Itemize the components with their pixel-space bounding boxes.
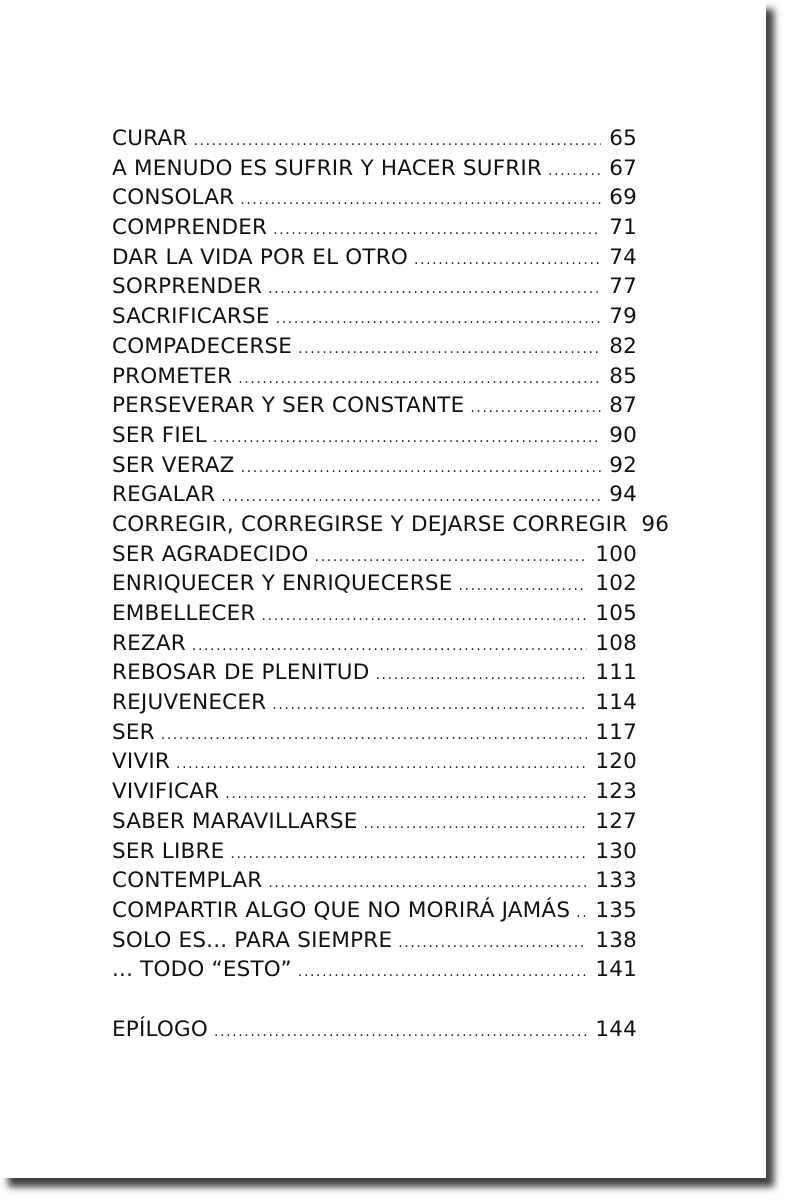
toc-entry	[112, 896, 637, 926]
toc-entry-title: SER VERAZ	[112, 452, 235, 478]
toc-entry-page: 74	[609, 244, 637, 270]
toc-entry-title: EPÍLOGO	[112, 1016, 209, 1042]
dot-leader	[276, 305, 602, 335]
toc-entry-page: 87	[609, 393, 637, 419]
toc-entry	[112, 332, 637, 362]
table-of-contents	[112, 124, 670, 1044]
dot-leader	[272, 691, 587, 721]
dot-leader	[376, 661, 588, 691]
toc-entry-page: 71	[609, 215, 637, 241]
dot-leader	[213, 424, 601, 454]
toc-entry-title: DAR LA VIDA POR EL OTRO	[112, 244, 409, 270]
toc-entry	[112, 183, 637, 213]
dot-leader	[230, 840, 587, 870]
toc-entry-title: COMPADECERSE	[112, 333, 293, 359]
toc-entry-page: 111	[595, 660, 637, 686]
dot-leader	[470, 394, 601, 424]
toc-entry-epilogue	[112, 1015, 637, 1045]
toc-entry-page: 130	[595, 838, 637, 864]
toc-entry-title: SACRIFICARSE	[112, 304, 270, 330]
dot-leader	[268, 869, 587, 899]
toc-entry	[112, 777, 637, 807]
toc-entry	[112, 807, 637, 837]
dot-leader	[193, 127, 601, 157]
dot-leader	[364, 810, 588, 840]
toc-entry-title: CORREGIR, CORREGIRSE Y DEJARSE CORREGIR	[112, 511, 628, 537]
toc-entry	[112, 362, 637, 392]
toc-entry-title: PERSEVERAR Y SER CONSTANTE	[112, 393, 465, 419]
dot-leader	[240, 186, 601, 216]
dot-leader	[221, 483, 601, 513]
toc-entry	[112, 658, 637, 688]
toc-entry	[112, 213, 637, 243]
dot-leader	[161, 721, 588, 751]
toc-entry-page: 82	[609, 333, 637, 359]
toc-entry-title: VIVIFICAR	[112, 779, 220, 805]
toc-entry-title: REZAR	[112, 630, 186, 656]
dot-leader	[241, 454, 602, 484]
toc-entry-page: 135	[595, 897, 637, 923]
toc-entry-page: 65	[609, 126, 637, 151]
toc-entry-page: 94	[609, 482, 637, 508]
toc-entry-title: CONSOLAR	[112, 185, 235, 211]
toc-entry	[112, 302, 637, 332]
toc-entry-page: 85	[609, 363, 637, 389]
dot-leader	[414, 246, 601, 276]
toc-entry-page: 141	[595, 957, 637, 983]
dot-leader	[225, 780, 587, 810]
toc-entry-title: EMBELLECER	[112, 601, 256, 626]
toc-entry-page: 90	[609, 422, 637, 448]
toc-entry-title: ENRIQUECER Y ENRIQUECERSE	[112, 571, 453, 597]
dot-leader	[548, 157, 601, 187]
dot-leader	[298, 958, 587, 988]
toc-entry-title: SER LIBRE	[112, 838, 225, 864]
toc-entry-page: 127	[595, 808, 637, 834]
toc-entry-page: 92	[609, 452, 637, 478]
dot-leader	[262, 602, 588, 632]
toc-entry-title: SORPRENDER	[112, 274, 263, 300]
toc-entry	[112, 688, 637, 718]
toc-entry	[112, 866, 637, 896]
toc-entry-title: SER FIEL	[112, 422, 207, 448]
toc-entry-title: COMPRENDER	[112, 215, 268, 241]
dot-leader	[214, 1018, 587, 1048]
toc-entry-page: 123	[595, 779, 637, 805]
dot-leader	[315, 543, 588, 573]
toc-entry	[112, 480, 637, 510]
toc-entry	[112, 272, 637, 302]
toc-entry	[112, 747, 637, 777]
dot-leader	[192, 632, 587, 662]
toc-entry	[112, 926, 637, 956]
dot-leader	[176, 750, 587, 780]
toc-entry-title: PROMETER	[112, 363, 233, 389]
toc-entry-title: REGALAR	[112, 482, 216, 508]
toc-entry-title: REJUVENECER	[112, 690, 267, 716]
toc-entry	[112, 569, 637, 599]
toc-entry	[112, 124, 637, 154]
dot-leader	[298, 335, 601, 365]
toc-entry-title: SER	[112, 719, 155, 745]
toc-entry-title: A MENUDO ES SUFRIR Y HACER SUFRIR	[112, 155, 543, 181]
toc-entry-page: 77	[609, 274, 637, 300]
toc-entry-title: CURAR	[112, 126, 188, 151]
toc-entry-title: CONTEMPLAR	[112, 868, 263, 894]
toc-entry	[112, 451, 637, 481]
toc-entry-title: ... TODO “ESTO”	[112, 957, 292, 983]
dot-leader	[576, 899, 587, 929]
toc-entry-page: 138	[595, 927, 637, 953]
toc-entry-title: REBOSAR DE PLENITUD	[112, 660, 370, 686]
toc-entry-page: 114	[595, 690, 637, 716]
dot-leader	[273, 216, 601, 246]
dot-leader	[398, 929, 587, 959]
toc-entry-title: SER AGRADECIDO	[112, 541, 309, 567]
dot-leader	[459, 572, 588, 602]
toc-entry-title: SABER MARAVILLARSE	[112, 808, 358, 834]
toc-entry-page: 117	[595, 719, 637, 745]
toc-entry-page: 133	[595, 868, 637, 894]
toc-entry	[112, 955, 637, 985]
toc-entry	[112, 243, 637, 273]
toc-entry-page: 67	[609, 155, 637, 181]
dot-leader	[238, 365, 601, 395]
toc-entry-page: 96	[641, 511, 670, 537]
toc-entry-title: COMPARTIR ALGO QUE NO MORIRÁ JAMÁS	[112, 897, 571, 923]
toc-entry	[112, 510, 670, 540]
toc-entry-page: 100	[595, 541, 637, 567]
toc-entry	[112, 421, 637, 451]
toc-entry-title: VIVIR	[112, 749, 171, 775]
toc-entry-page: 144	[595, 1016, 637, 1042]
toc-entry	[112, 629, 637, 659]
toc-entry	[112, 154, 637, 184]
toc-entry	[112, 599, 637, 629]
toc-entry	[112, 540, 637, 570]
toc-entry-page: 79	[609, 304, 637, 330]
toc-entry-page: 108	[595, 630, 637, 656]
toc-entry	[112, 391, 637, 421]
toc-entry	[112, 837, 637, 867]
toc-entry-page: 120	[595, 749, 637, 775]
toc-entry-page: 105	[595, 601, 637, 626]
toc-entry-page: 102	[595, 571, 637, 597]
toc-entry	[112, 718, 637, 748]
dot-leader	[268, 275, 601, 305]
toc-entry-title: SOLO ES... PARA SIEMPRE	[112, 927, 393, 953]
toc-entry-page: 69	[609, 185, 637, 211]
